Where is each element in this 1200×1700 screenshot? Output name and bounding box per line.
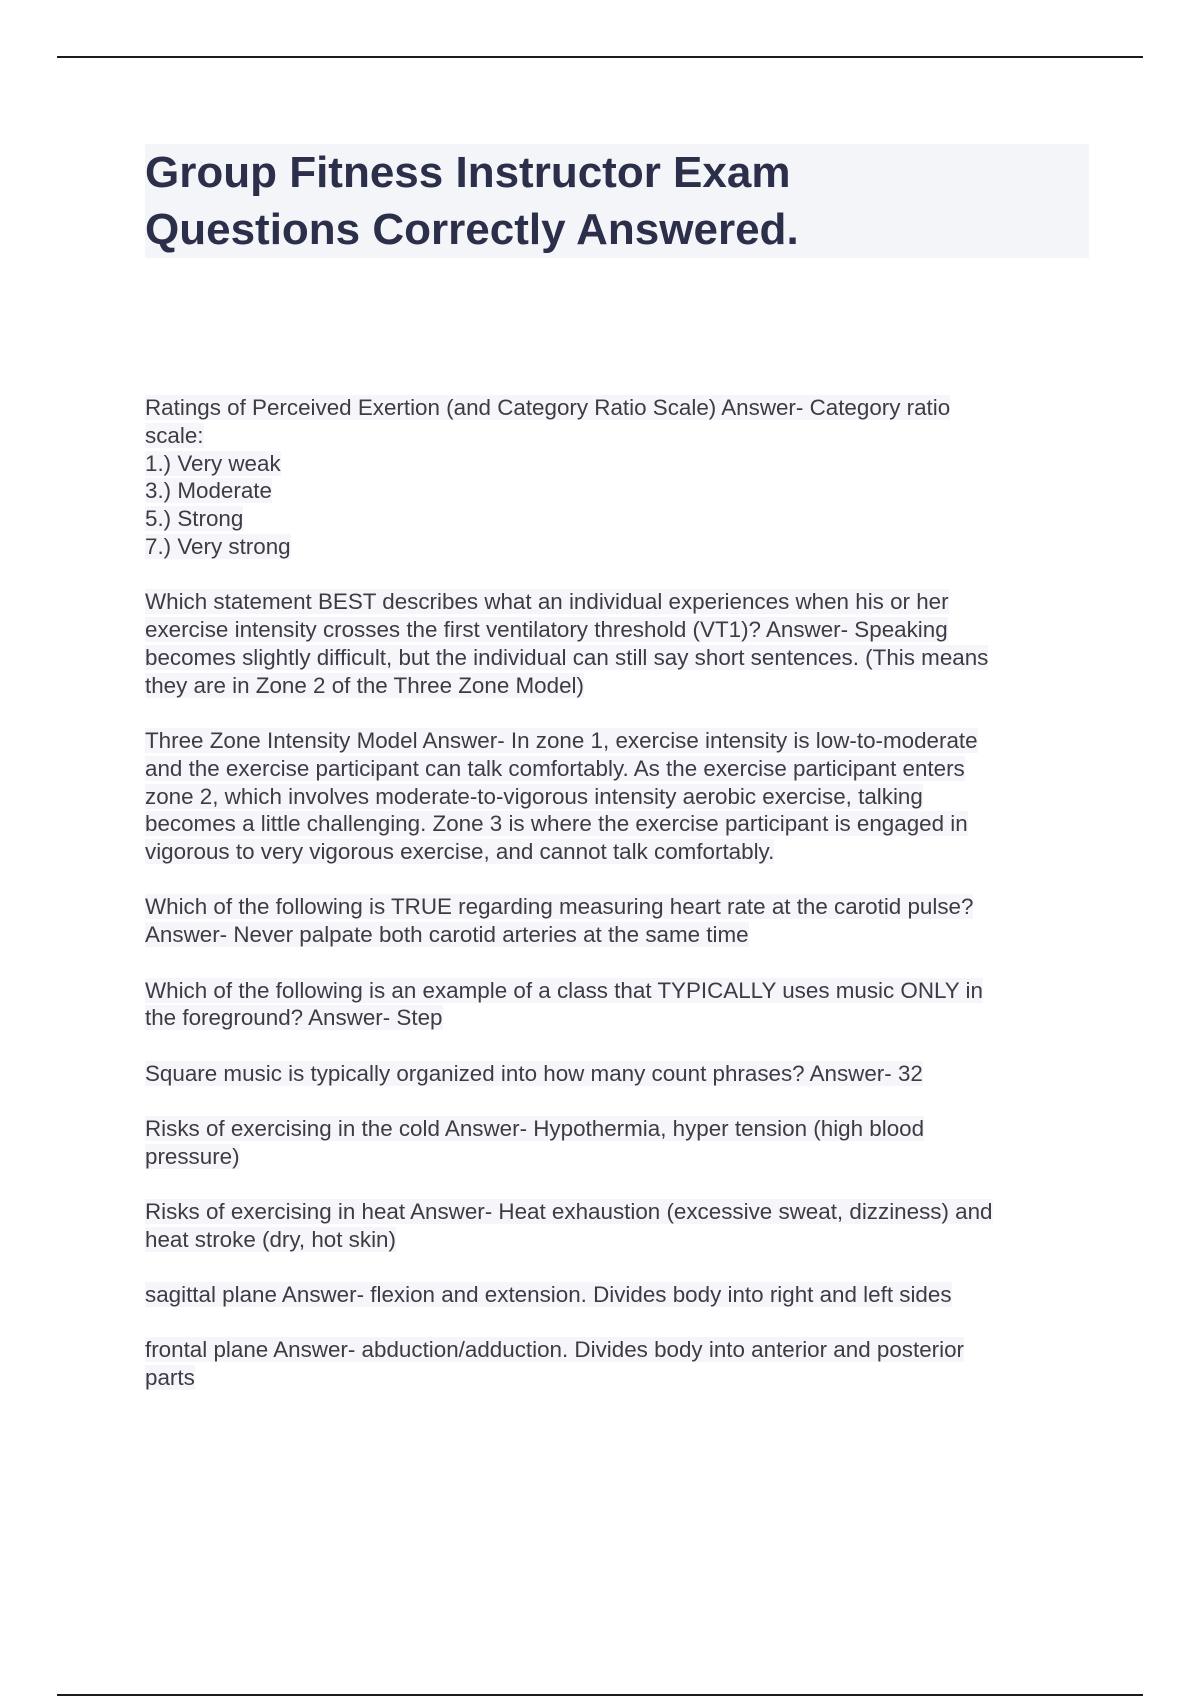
qa-line: sagittal plane Answer- flexion and extension. Divides body into right and left sides [145,1282,952,1308]
qa-line: frontal plane Answer- abduction/adduction. Divides body into anterior and posterior [145,1337,964,1363]
qa-line: vigorous to very vigorous exercise, and cannot talk comfortably. [145,839,775,865]
page-title-line-1: Group Fitness Instructor Exam [145,148,791,197]
qa-item [145,1198,1085,1254]
qa-line: Risks of exercising in heat Answer- Heat exhaustion (excessive sweat, dizziness) and [145,1199,993,1225]
qa-item [145,893,1085,949]
qa-line: Which of the following is TRUE regarding measuring heart rate at the carotid pulse? [145,894,974,920]
qa-line: Square music is typically organized into how many count phrases? Answer- 32 [145,1060,923,1086]
qa-line: Three Zone Intensity Model Answer- In zone 1, exercise intensity is low-to-moderate [145,727,978,753]
qa-line: becomes slightly difficult, but the individual can still say short sentences. (This means [145,644,989,670]
qa-line: Which statement BEST describes what an individual experiences when his or her [145,589,949,615]
qa-line: Risks of exercising in the cold Answer- Hypothermia, hyper tension (high blood [145,1115,925,1141]
qa-item [145,727,1085,866]
qa-line: becomes a little challenging. Zone 3 is where the exercise participant is engaged in [145,811,968,837]
qa-line: 1.) Very weak [145,450,281,476]
qa-item [145,588,1085,699]
qa-item [145,977,1085,1033]
qa-item [145,1115,1085,1171]
qa-line: scale: [145,422,204,448]
qa-line: exercise intensity crosses the first ventilatory threshold (VT1)? Answer- Speaking [145,617,948,643]
page-title-line-2: Questions Correctly Answered. [145,205,799,254]
qa-line: Ratings of Perceived Exertion (and Category Ratio Scale) Answer- Category ratio [145,395,951,420]
qa-item [145,1281,1085,1309]
title-block [145,144,1089,258]
qa-item [145,1336,1085,1392]
qa-line: zone 2, which involves moderate-to-vigorous intensity aerobic exercise, talking [145,783,923,809]
qa-line: and the exercise participant can talk comfortably. As the exercise participant enters [145,755,965,781]
qa-line: heat stroke (dry, hot skin) [145,1226,396,1252]
qa-line: Answer- Never palpate both carotid arteries at the same time [145,922,749,948]
qa-line: pressure) [145,1143,240,1169]
qa-line: parts [145,1365,195,1391]
qa-line: 5.) Strong [145,506,244,532]
qa-line: 3.) Moderate [145,478,272,504]
qa-line: Which of the following is an example of a class that TYPICALLY uses music ONLY in [145,977,983,1003]
top-rule [57,56,1143,58]
qa-list [145,394,1085,1420]
qa-line: the foreground? Answer- Step [145,1005,443,1031]
qa-line: 7.) Very strong [145,533,291,559]
qa-line: they are in Zone 2 of the Three Zone Model) [145,672,584,698]
qa-item [145,1060,1085,1088]
bottom-rule [57,1694,1143,1696]
qa-item [145,394,1085,561]
